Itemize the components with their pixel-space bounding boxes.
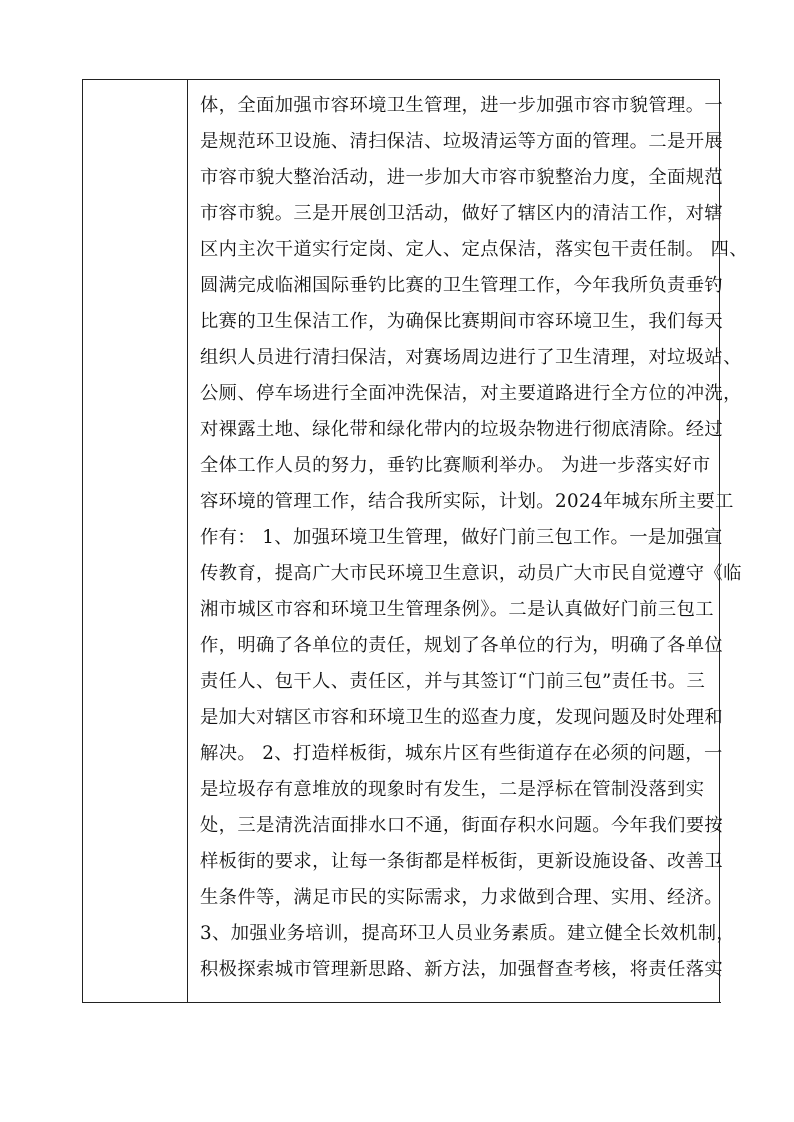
text-line-7: 比赛的卫生保洁工作，为确保比赛期间市容环境卫生，我们每天 — [200, 311, 724, 332]
text-line-10: 对裸露土地、绿化带和绿化带内的垃圾杂物进行彻底清除。经过 — [200, 419, 724, 440]
text-line-6: 圆满完成临湘国际垂钓比赛的卫生管理工作，今年我所负责垂钓 — [200, 275, 724, 296]
text-line-25: 积极探索城市管理新思路、新方法，加强督查考核，将责任落实 — [200, 959, 724, 980]
text-line-15: 湘市城区市容和环境卫生管理条例》。二是认真做好门前三包工 — [200, 599, 714, 620]
label-column-cell — [83, 80, 188, 1003]
content-column-cell — [188, 80, 748, 1003]
text-line-18: 是加大对辖区市容和环境卫生的巡查力度，发现问题及时处理和 — [200, 707, 724, 728]
text-line-24: 3、加强业务培训，提高环卫人员业务素质。建立健全长效机制， — [200, 923, 736, 944]
text-line-17: 责任人、包干人、责任区，并与其签订“门前三包”责任书。三 — [200, 671, 706, 692]
text-line-23: 生条件等，满足市民的实际需求，力求做到合理、实用、经济。 — [200, 887, 724, 908]
text-line-8: 组织人员进行清扫保洁，对赛场周边进行了卫生清理，对垃圾站、 — [200, 347, 742, 368]
text-line-12: 容环境的管理工作，结合我所实际，计划。2024年城东所主要工 — [200, 491, 734, 512]
text-line-19: 解决。 2、打造样板街，城东片区有些街道存在必须的问题，一 — [200, 743, 723, 764]
text-line-3: 市容市貌大整治活动，进一步加大市容市貌整治力度，全面规范 — [200, 167, 724, 188]
text-line-4: 市容市貌。三是开展创卫活动，做好了辖区内的清洁工作，对辖 — [200, 203, 724, 224]
text-line-2: 是规范环卫设施、清扫保洁、垃圾清运等方面的管理。二是开展 — [200, 131, 724, 152]
document-table — [82, 79, 748, 1003]
text-line-9: 公厕、停车场进行全面冲洗保洁，对主要道路进行全方位的冲洗， — [200, 383, 742, 404]
text-line-16: 作，明确了各单位的责任，规划了各单位的行为，明确了各单位 — [200, 635, 724, 656]
text-line-22: 样板街的要求，让每一条街都是样板街，更新设施设备、改善卫 — [200, 851, 724, 872]
text-line-21: 处，三是清洗洁面排水口不通，街面存积水问题。今年我们要按 — [200, 815, 724, 836]
text-line-20: 是垃圾存有意堆放的现象时有发生，二是浮标在管制没落到实 — [200, 779, 705, 800]
text-line-13: 作有： 1、加强环境卫生管理，做好门前三包工作。一是加强宣 — [200, 527, 723, 548]
text-line-5: 区内主次干道实行定岗、定人、定点保洁，落实包干责任制。 四、 — [200, 239, 748, 260]
text-line-1: 体，全面加强市容环境卫生管理，进一步加强市容市貌管理。一 — [200, 95, 724, 116]
text-line-11: 全体工作人员的努力，垂钓比赛顺利举办。 为进一步落实好市 — [200, 455, 711, 476]
text-line-14: 传教育，提高广大市民环境卫生意识，动员广大市民自觉遵守《临 — [200, 563, 742, 584]
